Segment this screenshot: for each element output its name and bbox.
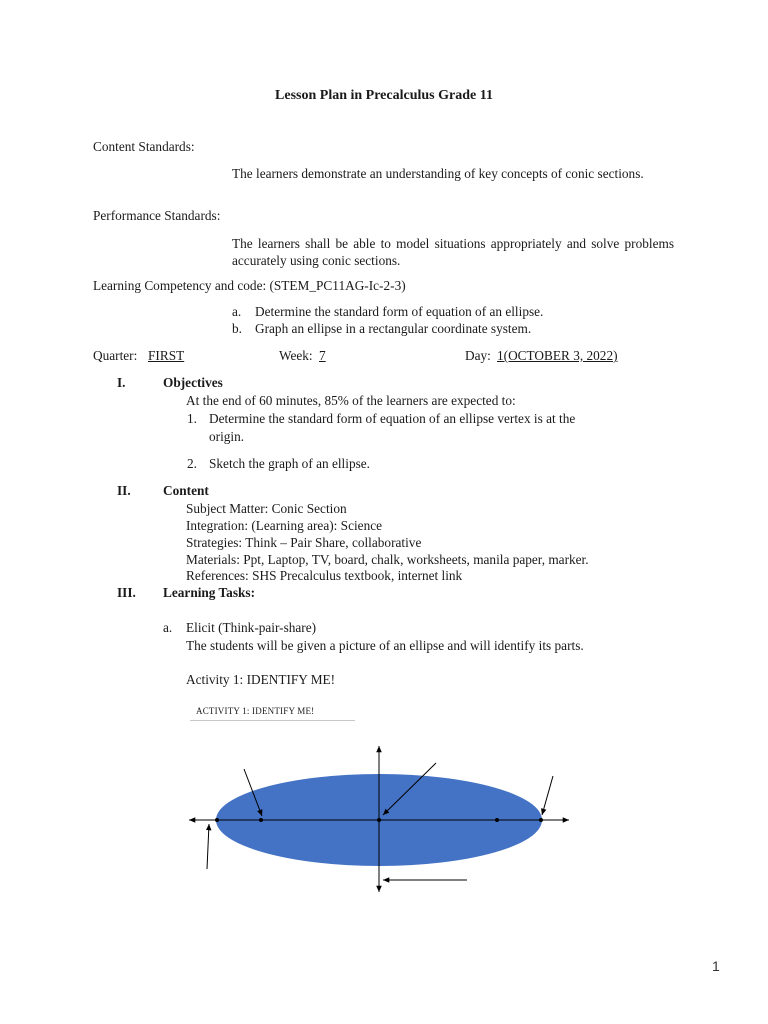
content-heading: Content xyxy=(163,483,209,498)
day-label: Day: xyxy=(465,348,491,363)
content-subject-matter: Subject Matter: Conic Section xyxy=(186,501,347,516)
page-number: 1 xyxy=(712,958,720,974)
content-numeral: II. xyxy=(117,483,131,498)
week-label: Week: xyxy=(279,348,313,363)
objectives-heading: Objectives xyxy=(163,375,223,390)
left-focus-point xyxy=(259,818,263,822)
objective-item-2: Sketch the graph of an ellipse. xyxy=(209,456,370,471)
activity-title: Activity 1: IDENTIFY ME! xyxy=(186,672,336,687)
objectives-intro: At the end of 60 minutes, 85% of the learners are expected to: xyxy=(186,393,516,408)
quarter-value: FIRST xyxy=(148,348,185,363)
content-materials: Materials: Ppt, Laptop, TV, board, chalk, worksheets, manila paper, marker. xyxy=(186,552,589,567)
objective-item-1-line2: origin. xyxy=(209,429,245,444)
pointer-arrow-vertex xyxy=(542,776,553,815)
content-references: References: SHS Precalculus textbook, internet link xyxy=(186,568,463,583)
competency-marker-a: a. xyxy=(232,304,242,319)
performance-standards-label: Performance Standards: xyxy=(93,208,221,223)
objective-marker-2: 2. xyxy=(187,456,197,471)
content-standards-label: Content Standards: xyxy=(93,139,195,154)
content-standards-text: The learners demonstrate an understanding of key concepts of conic sections. xyxy=(232,166,644,181)
competency-item-b: Graph an ellipse in a rectangular coordinate system. xyxy=(255,321,532,336)
week-value: 7 xyxy=(319,348,326,363)
learning-tasks-numeral: III. xyxy=(117,585,136,600)
document-title: Lesson Plan in Precalculus Grade 11 xyxy=(275,88,493,103)
competency-item-a: Determine the standard form of equation of an ellipse. xyxy=(255,304,544,319)
learning-competency-label: Learning Competency and code: (STEM_PC11AG-Ic-2-3) xyxy=(93,278,406,293)
elicit-title: Elicit (Think-pair-share) xyxy=(186,620,317,635)
objective-item-1-line1: Determine the standard form of equation of an ellipse vertex is at the xyxy=(209,411,576,426)
left-vertex-point xyxy=(215,818,219,822)
objective-marker-1: 1. xyxy=(187,411,197,426)
performance-standards-text: The learners shall be able to model situations appropriately and solve problems accurately using conic sections. xyxy=(232,236,674,268)
right-focus-point xyxy=(495,818,499,822)
competency-marker-b: b. xyxy=(232,321,242,336)
elicit-description: The students will be given a picture of an ellipse and will identify its parts. xyxy=(186,638,584,653)
learning-tasks-heading: Learning Tasks: xyxy=(163,585,256,600)
figure-caption: ACTIVITY 1: IDENTIFY ME! xyxy=(196,706,315,716)
center-point xyxy=(377,818,381,822)
day-value: 1(OCTOBER 3, 2022) xyxy=(497,348,618,363)
objectives-numeral: I. xyxy=(117,375,126,390)
elicit-marker: a. xyxy=(163,620,173,635)
pointer-arrow-left-vertex xyxy=(207,824,209,869)
quarter-label: Quarter: xyxy=(93,348,138,363)
content-strategies: Strategies: Think – Pair Share, collaborative xyxy=(186,535,422,550)
right-vertex-point xyxy=(539,818,543,822)
content-integration: Integration: (Learning area): Science xyxy=(186,518,383,533)
